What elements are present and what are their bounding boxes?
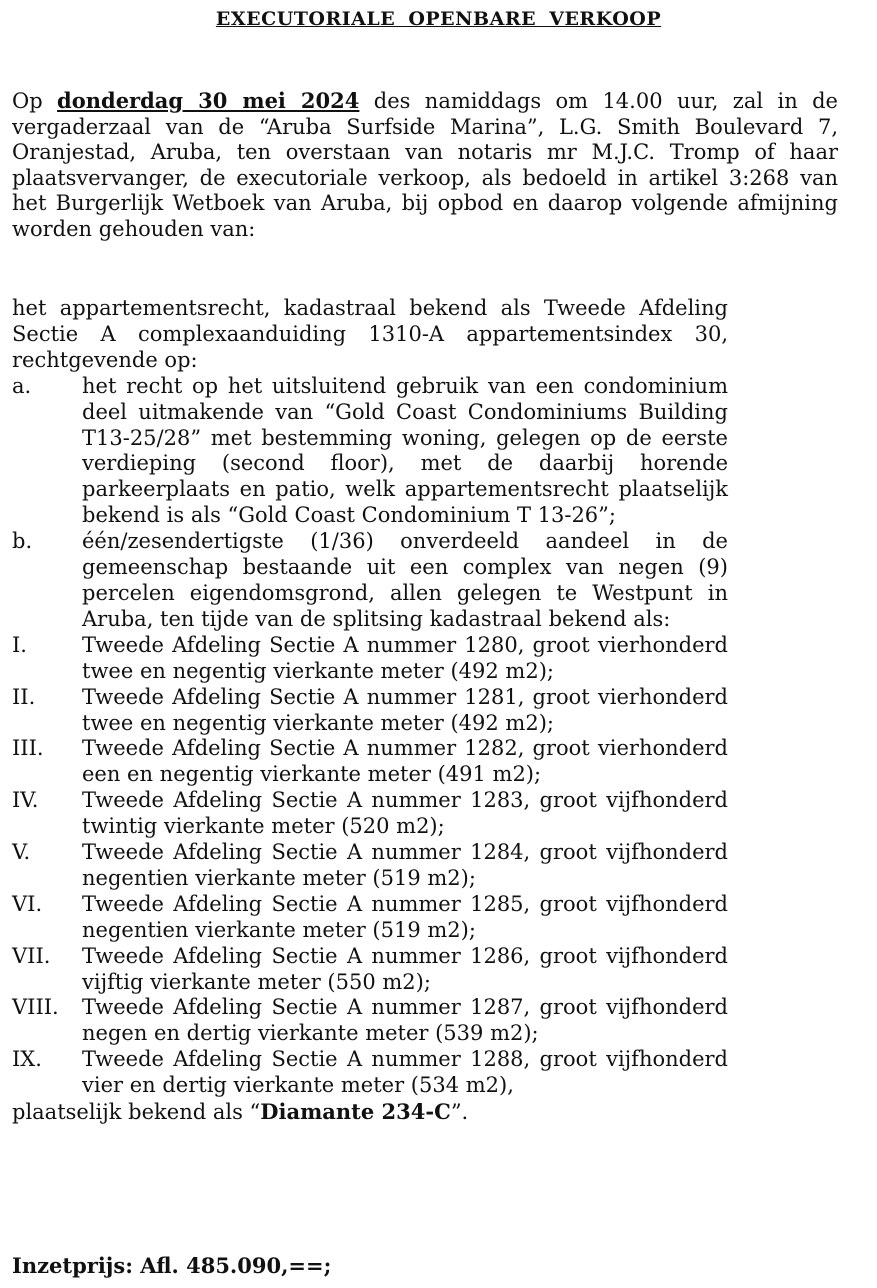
intro-paragraph (12, 88, 838, 242)
intro-text: des namiddags om 14.00 uur, zal in de vergaderzaal van de “Aruba Surfside Marina”, L.G. Smith Boulevard 7, Oranjestad, Aruba, ten overstaan van notaris mr M.J.C. Tromp of haar plaatsvervanger, de executoriale verkoop, als bedoeld in artikel 3:268 van het Burgerlijk Wetboek van Aruba, bij opbod en daarop volgende afmijning worden gehouden van: (12, 89, 838, 241)
object-intro: het appartementsrecht, kadastraal bekend als Tweede Afdeling Sectie A complexaanduiding 1310-A appartementsindex 30, rechtgevende op: (12, 296, 728, 372)
parcel-label: VII. (12, 943, 51, 968)
parcel-item (12, 736, 728, 788)
parcel-item (12, 840, 728, 892)
parcel-item (12, 788, 728, 840)
parcel-text: Tweede Afdeling Sectie A nummer 1288, groot vijfhonderd vier en dertig vierkante meter (534 m2), (82, 1047, 728, 1098)
parcel-label: II. (12, 684, 36, 709)
parcel-item (12, 944, 728, 996)
parcel-text: Tweede Afdeling Sectie A nummer 1283, groot vijfhonderd twintig vierkante meter (520 m2); (82, 788, 728, 839)
parcel-text: Tweede Afdeling Sectie A nummer 1285, groot vijfhonderd negentien vierkante meter (519 m2); (82, 891, 728, 942)
parcel-label: VIII. (12, 995, 59, 1020)
known-as-prefix: plaatselijk bekend als “ (12, 1100, 261, 1125)
parcel-item (12, 995, 728, 1047)
intro-prefix: Op (12, 89, 58, 113)
item-text: het recht op het uitsluitend gebruik van een condominium deel uitmakende van “Gold Coast Condominiums Building T13-25/28” met bestemming woning, gelegen op de eerste verdieping (second floor), met de daarbij horende parkeerplaats en patio, welk appartementsrecht plaatselijk bekend is als “Gold Coast Condominium T 13-26”; (82, 373, 728, 528)
parcel-label: I. (12, 632, 27, 657)
item-label: a. (12, 373, 32, 398)
starting-price: Inzetprijs: Afl. 485.090,==; (12, 1253, 332, 1278)
parcel-item (12, 633, 728, 685)
parcel-text: Tweede Afdeling Sectie A nummer 1287, groot vijfhonderd negen en dertig vierkante meter (539 m2); (82, 995, 728, 1046)
object-description (12, 296, 728, 1126)
parcel-item (12, 892, 728, 944)
parcel-text: Tweede Afdeling Sectie A nummer 1286, groot vijfhonderd vijftig vierkante meter (550 m2); (82, 943, 728, 994)
item-text: één/zesendertigste (1/36) onverdeeld aandeel in de gemeenschap bestaande uit een complex van negen (9) percelen eigendomsgrond, allen gelegen te Westpunt in Aruba, ten tijde van de splitsing kadastraal bekend als: (82, 529, 728, 631)
auction-date: donderdag 30 mei 2024 (57, 88, 360, 113)
item-label: b. (12, 529, 33, 554)
document-title: EXECUTORIALE OPENBARE VERKOOP (215, 8, 662, 30)
parcel-label: IV. (12, 788, 39, 813)
parcel-text: Tweede Afdeling Sectie A nummer 1282, groot vierhonderd een en negentig vierkante meter (491 m2); (82, 736, 728, 787)
list-item (12, 529, 728, 633)
parcel-text: Tweede Afdeling Sectie A nummer 1284, groot vijfhonderd negentien vierkante meter (519 m2); (82, 840, 728, 890)
parcel-item (12, 1047, 728, 1099)
parcel-label: III. (12, 736, 44, 761)
parcel-item (12, 685, 728, 737)
parcel-text: Tweede Afdeling Sectie A nummer 1280, groot vierhonderd twee en negentig vierkante meter (492 m2); (82, 632, 728, 683)
parcel-label: VI. (12, 891, 43, 916)
property-name: Diamante 234-C (260, 1099, 451, 1125)
parcel-text: Tweede Afdeling Sectie A nummer 1281, groot vierhonderd twee en negentig vierkante meter (492 m2); (82, 684, 728, 735)
known-as-suffix: ”. (450, 1100, 469, 1125)
parcel-label: V. (12, 840, 31, 865)
list-item (12, 374, 728, 529)
known-as-line (12, 1099, 728, 1126)
parcel-label: IX. (12, 1047, 42, 1072)
